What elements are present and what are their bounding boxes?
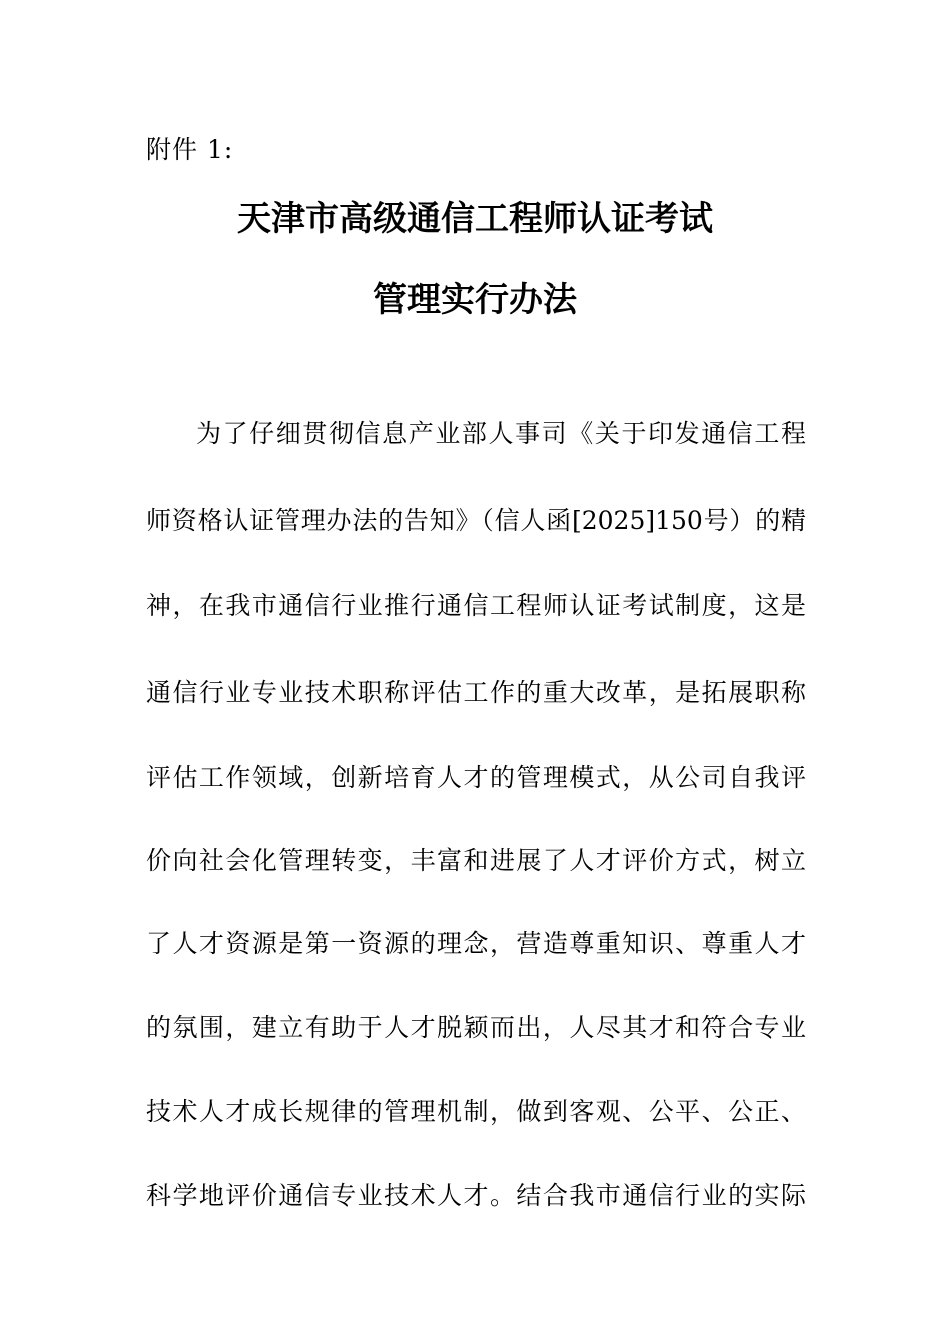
paragraph-line: 技术人才成长规律的管理机制，做到客观、公平、公正、: [146, 1097, 806, 1126]
attachment-label: 附件 1:: [146, 135, 234, 164]
document-title-line-1: 天津市高级通信工程师认证考试: [237, 199, 713, 239]
paragraph-line: 了人才资源是第一资源的理念，营造尊重知识、尊重人才: [146, 929, 806, 958]
paragraph-line: 师资格认证管理办法的告知》（信人函[2025]150号）的精: [146, 506, 806, 535]
paragraph-line: 通信行业专业技术职称评估工作的重大改革，是拓展职称: [146, 678, 806, 707]
paragraph-line: 科学地评价通信专业技术人才。结合我市通信行业的实际: [146, 1181, 806, 1210]
paragraph-line: 价向社会化管理转变，丰富和进展了人才评价方式，树立: [146, 846, 806, 875]
paragraph-line: 神，在我市通信行业推行通信工程师认证考试制度，这是: [146, 591, 806, 620]
paragraph-line: 为了仔细贯彻信息产业部人事司《关于印发通信工程: [196, 419, 806, 448]
paragraph-line: 评估工作领域，创新培育人才的管理模式，从公司自我评: [146, 763, 806, 792]
document-title-line-2: 管理实行办法: [373, 280, 577, 320]
paragraph-line: 的氛围，建立有助于人才脱颖而出，人尽其才和符合专业: [146, 1013, 806, 1042]
